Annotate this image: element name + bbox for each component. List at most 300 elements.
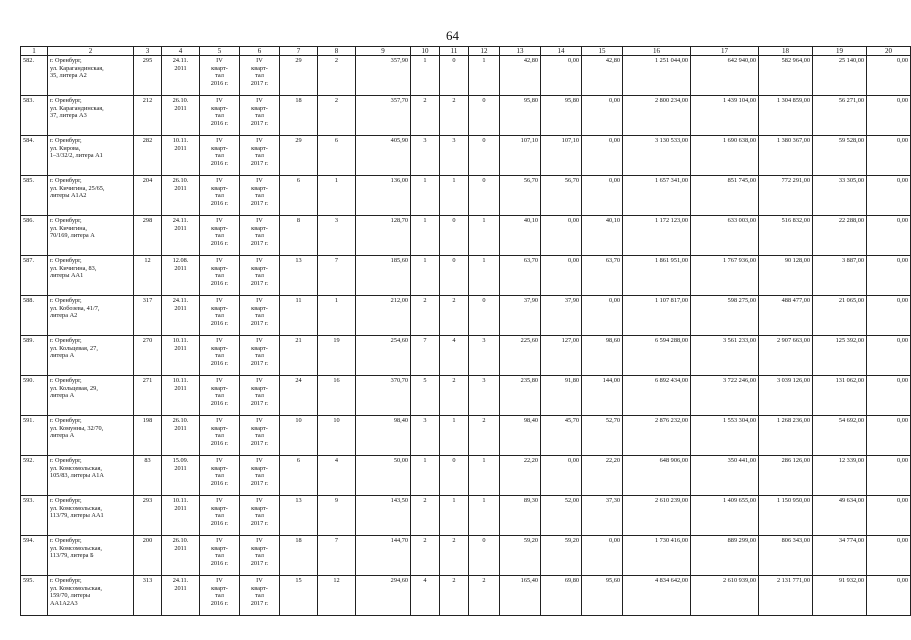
registry-number: 293 — [134, 496, 162, 536]
address-line: АА1А2А3 — [50, 600, 78, 608]
row-number: 595. — [21, 576, 48, 616]
amount-total: 4 834 642,00 — [623, 576, 691, 616]
quarter-year: 2017 г. — [250, 600, 269, 608]
quarter-word: кварт- — [251, 504, 268, 512]
quarter-end-cell — [240, 216, 280, 256]
date-line: 2011 — [174, 264, 187, 272]
registry-number: 313 — [134, 576, 162, 616]
quarter-roman: IV — [256, 337, 263, 344]
registry-number: 298 — [134, 216, 162, 256]
amount-col-19: 49 634,00 — [813, 496, 867, 536]
quarter-word: тал — [215, 352, 224, 360]
amount-total: 2 800 234,00 — [623, 96, 691, 136]
amount-total: 1 172 123,00 — [623, 216, 691, 256]
col-12-value: 1 — [469, 56, 500, 96]
address-line: г. Оренбург, — [50, 577, 82, 584]
date-line: 26.10. — [172, 177, 189, 184]
address-line: ул. Кичигина, 25/65, — [50, 184, 105, 192]
row-number: 585. — [21, 176, 48, 216]
date-line: 2011 — [174, 344, 187, 352]
registry-number: 83 — [134, 456, 162, 496]
address-line: г. Оренбург, — [50, 377, 82, 384]
quarter-word: кварт- — [251, 104, 268, 112]
col-11-value: 2 — [440, 296, 469, 336]
col-12-value: 2 — [469, 576, 500, 616]
quarter-start-cell — [200, 176, 240, 216]
residents-count: 18 — [280, 96, 318, 136]
col-12-value: 1 — [469, 256, 500, 296]
address-line: г. Оренбург, — [50, 137, 82, 144]
quarter-start-cell — [200, 296, 240, 336]
registry-number: 282 — [134, 136, 162, 176]
column-number-header: 5 — [200, 47, 240, 56]
address-line: г. Оренбург, — [50, 457, 82, 464]
area-total: 143,50 — [356, 496, 411, 536]
quarter-word: тал — [215, 232, 224, 240]
registry-number: 317 — [134, 296, 162, 336]
quarter-year: 2017 г. — [250, 320, 269, 328]
address-line: г. Оренбург, — [50, 497, 82, 504]
amount-col-20: 0,00 — [867, 256, 911, 296]
quarter-word: тал — [255, 232, 264, 240]
amount-col-20: 0,00 — [867, 416, 911, 456]
quarter-end-cell — [240, 256, 280, 296]
address-line: г. Оренбург, — [50, 257, 82, 264]
date-cell — [162, 376, 200, 416]
col-10-value: 3 — [411, 416, 440, 456]
amount-total: 2 876 232,00 — [623, 416, 691, 456]
area-col-15: 63,70 — [582, 256, 623, 296]
row-number: 588. — [21, 296, 48, 336]
address-line: ул. Комсомольская, — [50, 584, 102, 592]
table-row — [21, 496, 911, 536]
area-col-14: 107,10 — [541, 136, 582, 176]
date-line: 2011 — [174, 584, 187, 592]
housing-registry-table — [20, 46, 911, 616]
address-line: ул. Кобозева, 41/7, — [50, 304, 100, 312]
address-line: ул. Комсомольская, — [50, 464, 102, 472]
amount-col-19: 131 062,00 — [813, 376, 867, 416]
area-col-13: 235,80 — [500, 376, 541, 416]
date-cell — [162, 56, 200, 96]
col-12-value: 0 — [469, 136, 500, 176]
area-col-15: 42,80 — [582, 56, 623, 96]
address-line: 113/79, литеры АА1 — [50, 512, 104, 520]
address-cell — [48, 96, 134, 136]
area-col-13: 95,80 — [500, 96, 541, 136]
table-row — [21, 176, 911, 216]
amount-total: 6 892 434,00 — [623, 376, 691, 416]
amount-total: 6 594 288,00 — [623, 336, 691, 376]
residents-count: 18 — [280, 536, 318, 576]
amount-col-17: 889 299,00 — [691, 536, 759, 576]
quarter-roman: IV — [216, 257, 223, 264]
quarter-word: тал — [255, 392, 264, 400]
area-col-15: 144,00 — [582, 376, 623, 416]
date-line: 2011 — [174, 544, 187, 552]
quarter-roman: IV — [216, 457, 223, 464]
area-total: 144,70 — [356, 536, 411, 576]
area-col-15: 0,00 — [582, 296, 623, 336]
col-8-value: 4 — [318, 456, 356, 496]
address-cell — [48, 136, 134, 176]
quarter-word: тал — [215, 72, 224, 80]
quarter-word: тал — [255, 512, 264, 520]
table-body — [21, 47, 911, 616]
address-line: г. Оренбург, — [50, 537, 82, 544]
table-row — [21, 296, 911, 336]
quarter-roman: IV — [216, 297, 223, 304]
col-12-value: 3 — [469, 336, 500, 376]
quarter-word: кварт- — [251, 224, 268, 232]
quarter-word: кварт- — [251, 384, 268, 392]
quarter-word: тал — [215, 272, 224, 280]
address-line: ул. Комсомольская, — [50, 504, 102, 512]
column-number-header: 20 — [867, 47, 911, 56]
quarter-word: кварт- — [251, 184, 268, 192]
amount-col-17: 598 275,00 — [691, 296, 759, 336]
date-line: 24.11. — [172, 577, 189, 584]
area-total: 185,60 — [356, 256, 411, 296]
quarter-word: тал — [215, 192, 224, 200]
quarter-word: кварт- — [251, 344, 268, 352]
address-cell — [48, 536, 134, 576]
amount-col-20: 0,00 — [867, 496, 911, 536]
quarter-year: 2017 г. — [250, 200, 269, 208]
address-line: ул. Кичигина, 83, — [50, 264, 97, 272]
amount-col-17: 851 745,00 — [691, 176, 759, 216]
col-11-value: 3 — [440, 136, 469, 176]
quarter-word: тал — [255, 352, 264, 360]
quarter-roman: IV — [256, 577, 263, 584]
amount-col-18: 1 380 367,00 — [759, 136, 813, 176]
col-8-value: 1 — [318, 296, 356, 336]
row-number: 583. — [21, 96, 48, 136]
quarter-year: 2016 г. — [210, 440, 229, 448]
quarter-word: тал — [255, 552, 264, 560]
area-col-15: 22,20 — [582, 456, 623, 496]
area-col-13: 165,40 — [500, 576, 541, 616]
address-cell — [48, 456, 134, 496]
amount-col-20: 0,00 — [867, 56, 911, 96]
quarter-word: кварт- — [211, 144, 228, 152]
quarter-year: 2016 г. — [210, 280, 229, 288]
table-row — [21, 456, 911, 496]
col-12-value: 1 — [469, 216, 500, 256]
column-number-header: 4 — [162, 47, 200, 56]
quarter-year: 2017 г. — [250, 120, 269, 128]
quarter-end-cell — [240, 376, 280, 416]
address-line: литера А — [50, 432, 75, 440]
col-12-value: 1 — [469, 496, 500, 536]
quarter-start-cell — [200, 416, 240, 456]
residents-count: 13 — [280, 496, 318, 536]
quarter-year: 2016 г. — [210, 480, 229, 488]
amount-col-19: 33 305,00 — [813, 176, 867, 216]
quarter-roman: IV — [216, 57, 223, 64]
area-col-13: 22,20 — [500, 456, 541, 496]
col-10-value: 3 — [411, 136, 440, 176]
row-number: 590. — [21, 376, 48, 416]
address-cell — [48, 256, 134, 296]
amount-col-18: 1 150 950,00 — [759, 496, 813, 536]
col-11-value: 0 — [440, 216, 469, 256]
table-row — [21, 576, 911, 616]
date-cell — [162, 576, 200, 616]
quarter-roman: IV — [216, 417, 223, 424]
amount-col-18: 488 477,00 — [759, 296, 813, 336]
quarter-roman: IV — [256, 457, 263, 464]
quarter-word: кварт- — [211, 344, 228, 352]
row-number: 587. — [21, 256, 48, 296]
column-number-header: 15 — [582, 47, 623, 56]
date-line: 2011 — [174, 304, 187, 312]
date-line: 24.11. — [172, 57, 189, 64]
quarter-end-cell — [240, 416, 280, 456]
quarter-year: 2016 г. — [210, 320, 229, 328]
address-cell — [48, 576, 134, 616]
date-line: 10.11. — [172, 137, 189, 144]
date-line: 12.08. — [172, 257, 189, 264]
amount-col-19: 54 692,00 — [813, 416, 867, 456]
col-12-value: 0 — [469, 96, 500, 136]
address-cell — [48, 336, 134, 376]
area-col-13: 98,40 — [500, 416, 541, 456]
quarter-roman: IV — [216, 377, 223, 384]
amount-total: 1 730 416,00 — [623, 536, 691, 576]
col-12-value: 0 — [469, 296, 500, 336]
quarter-year: 2017 г. — [250, 360, 269, 368]
date-line: 26.10. — [172, 417, 189, 424]
col-12-value: 1 — [469, 456, 500, 496]
amount-col-19: 12 339,00 — [813, 456, 867, 496]
area-total: 212,00 — [356, 296, 411, 336]
quarter-start-cell — [200, 576, 240, 616]
address-line: ул. Кольцевая, 29, — [50, 384, 98, 392]
residents-count: 29 — [280, 136, 318, 176]
area-col-15: 40,10 — [582, 216, 623, 256]
area-col-13: 42,80 — [500, 56, 541, 96]
area-col-13: 225,60 — [500, 336, 541, 376]
quarter-word: кварт- — [211, 104, 228, 112]
quarter-start-cell — [200, 256, 240, 296]
date-line: 15.09. — [172, 457, 189, 464]
area-total: 128,70 — [356, 216, 411, 256]
address-line: литеры А1А2 — [50, 192, 87, 200]
quarter-end-cell — [240, 576, 280, 616]
amount-col-20: 0,00 — [867, 96, 911, 136]
date-line: 26.10. — [172, 537, 189, 544]
amount-col-17: 1 409 655,00 — [691, 496, 759, 536]
amount-col-20: 0,00 — [867, 456, 911, 496]
col-11-value: 0 — [440, 56, 469, 96]
area-total: 370,70 — [356, 376, 411, 416]
residents-count: 24 — [280, 376, 318, 416]
address-cell — [48, 56, 134, 96]
col-10-value: 2 — [411, 296, 440, 336]
quarter-end-cell — [240, 536, 280, 576]
col-10-value: 4 — [411, 576, 440, 616]
address-cell — [48, 296, 134, 336]
amount-col-17: 350 441,00 — [691, 456, 759, 496]
column-number-header: 14 — [541, 47, 582, 56]
area-col-14: 0,00 — [541, 256, 582, 296]
area-col-14: 91,80 — [541, 376, 582, 416]
date-cell — [162, 536, 200, 576]
col-11-value: 0 — [440, 456, 469, 496]
row-number: 584. — [21, 136, 48, 176]
amount-col-20: 0,00 — [867, 176, 911, 216]
quarter-roman: IV — [216, 97, 223, 104]
amount-total: 648 906,00 — [623, 456, 691, 496]
area-col-15: 0,00 — [582, 136, 623, 176]
quarter-word: тал — [215, 152, 224, 160]
quarter-roman: IV — [216, 217, 223, 224]
area-col-13: 59,20 — [500, 536, 541, 576]
amount-col-18: 582 964,00 — [759, 56, 813, 96]
date-line: 10.11. — [172, 497, 189, 504]
area-col-13: 40,10 — [500, 216, 541, 256]
col-11-value: 0 — [440, 256, 469, 296]
quarter-roman: IV — [256, 377, 263, 384]
quarter-roman: IV — [256, 297, 263, 304]
quarter-year: 2017 г. — [250, 440, 269, 448]
table-row — [21, 96, 911, 136]
quarter-roman: IV — [216, 177, 223, 184]
quarter-word: тал — [255, 472, 264, 480]
amount-col-19: 91 932,00 — [813, 576, 867, 616]
col-8-value: 10 — [318, 416, 356, 456]
amount-col-17: 1 767 936,00 — [691, 256, 759, 296]
quarter-word: кварт- — [211, 184, 228, 192]
amount-col-18: 2 131 771,00 — [759, 576, 813, 616]
amount-col-19: 25 140,00 — [813, 56, 867, 96]
area-col-15: 0,00 — [582, 96, 623, 136]
column-number-header: 17 — [691, 47, 759, 56]
address-line: г. Оренбург, — [50, 417, 82, 424]
quarter-roman: IV — [256, 257, 263, 264]
quarter-word: тал — [215, 552, 224, 560]
address-line: 113/79, литера Б — [50, 552, 94, 560]
date-line: 10.11. — [172, 337, 189, 344]
area-col-14: 127,00 — [541, 336, 582, 376]
quarter-word: кварт- — [211, 424, 228, 432]
column-number-header: 13 — [500, 47, 541, 56]
address-cell — [48, 416, 134, 456]
column-number-header: 19 — [813, 47, 867, 56]
col-11-value: 1 — [440, 496, 469, 536]
col-11-value: 1 — [440, 176, 469, 216]
quarter-word: тал — [215, 312, 224, 320]
quarter-end-cell — [240, 456, 280, 496]
col-10-value: 2 — [411, 496, 440, 536]
column-number-header: 18 — [759, 47, 813, 56]
address-line: ул. Карагандинская, — [50, 64, 104, 72]
col-8-value: 9 — [318, 496, 356, 536]
col-8-value: 2 — [318, 96, 356, 136]
amount-col-20: 0,00 — [867, 216, 911, 256]
table-row — [21, 536, 911, 576]
amount-col-17: 3 722 246,00 — [691, 376, 759, 416]
quarter-start-cell — [200, 96, 240, 136]
amount-col-20: 0,00 — [867, 376, 911, 416]
quarter-year: 2017 г. — [250, 160, 269, 168]
address-cell — [48, 176, 134, 216]
quarter-year: 2016 г. — [210, 80, 229, 88]
quarter-word: тал — [255, 192, 264, 200]
date-line: 2011 — [174, 464, 187, 472]
amount-col-20: 0,00 — [867, 136, 911, 176]
registry-number: 198 — [134, 416, 162, 456]
area-col-14: 0,00 — [541, 456, 582, 496]
residents-count: 8 — [280, 216, 318, 256]
quarter-roman: IV — [256, 137, 263, 144]
date-cell — [162, 336, 200, 376]
column-number-header: 3 — [134, 47, 162, 56]
amount-col-19: 34 774,00 — [813, 536, 867, 576]
table-row — [21, 136, 911, 176]
quarter-word: тал — [255, 272, 264, 280]
date-line: 2011 — [174, 64, 187, 72]
quarter-word: кварт- — [211, 224, 228, 232]
date-cell — [162, 216, 200, 256]
amount-col-19: 125 392,00 — [813, 336, 867, 376]
residents-count: 13 — [280, 256, 318, 296]
area-col-13: 56,70 — [500, 176, 541, 216]
quarter-roman: IV — [216, 537, 223, 544]
quarter-roman: IV — [256, 97, 263, 104]
address-cell — [48, 216, 134, 256]
quarter-word: тал — [255, 432, 264, 440]
quarter-end-cell — [240, 296, 280, 336]
address-line: 70/169, литера А — [50, 232, 95, 240]
amount-col-19: 22 288,00 — [813, 216, 867, 256]
col-8-value: 7 — [318, 536, 356, 576]
column-number-header: 12 — [469, 47, 500, 56]
quarter-word: тал — [255, 152, 264, 160]
date-cell — [162, 136, 200, 176]
quarter-word: кварт- — [211, 384, 228, 392]
residents-count: 6 — [280, 176, 318, 216]
col-12-value: 3 — [469, 376, 500, 416]
quarter-word: тал — [215, 592, 224, 600]
residents-count: 6 — [280, 456, 318, 496]
address-cell — [48, 496, 134, 536]
area-col-13: 63,70 — [500, 256, 541, 296]
quarter-year: 2016 г. — [210, 120, 229, 128]
address-line: литера А — [50, 352, 75, 360]
amount-col-18: 1 268 236,00 — [759, 416, 813, 456]
amount-col-17: 633 003,00 — [691, 216, 759, 256]
column-number-header: 8 — [318, 47, 356, 56]
col-10-value: 1 — [411, 456, 440, 496]
column-number-header: 7 — [280, 47, 318, 56]
quarter-year: 2017 г. — [250, 280, 269, 288]
quarter-word: кварт- — [251, 144, 268, 152]
quarter-word: кварт- — [251, 64, 268, 72]
quarter-end-cell — [240, 56, 280, 96]
address-line: литеры АА1 — [50, 272, 84, 280]
date-line: 2011 — [174, 424, 187, 432]
quarter-word: тал — [215, 432, 224, 440]
residents-count: 29 — [280, 56, 318, 96]
quarter-year: 2016 г. — [210, 200, 229, 208]
col-8-value: 3 — [318, 216, 356, 256]
registry-number: 295 — [134, 56, 162, 96]
quarter-word: кварт- — [251, 304, 268, 312]
address-line: 159/70, литеры — [50, 592, 91, 600]
amount-col-18: 806 343,00 — [759, 536, 813, 576]
